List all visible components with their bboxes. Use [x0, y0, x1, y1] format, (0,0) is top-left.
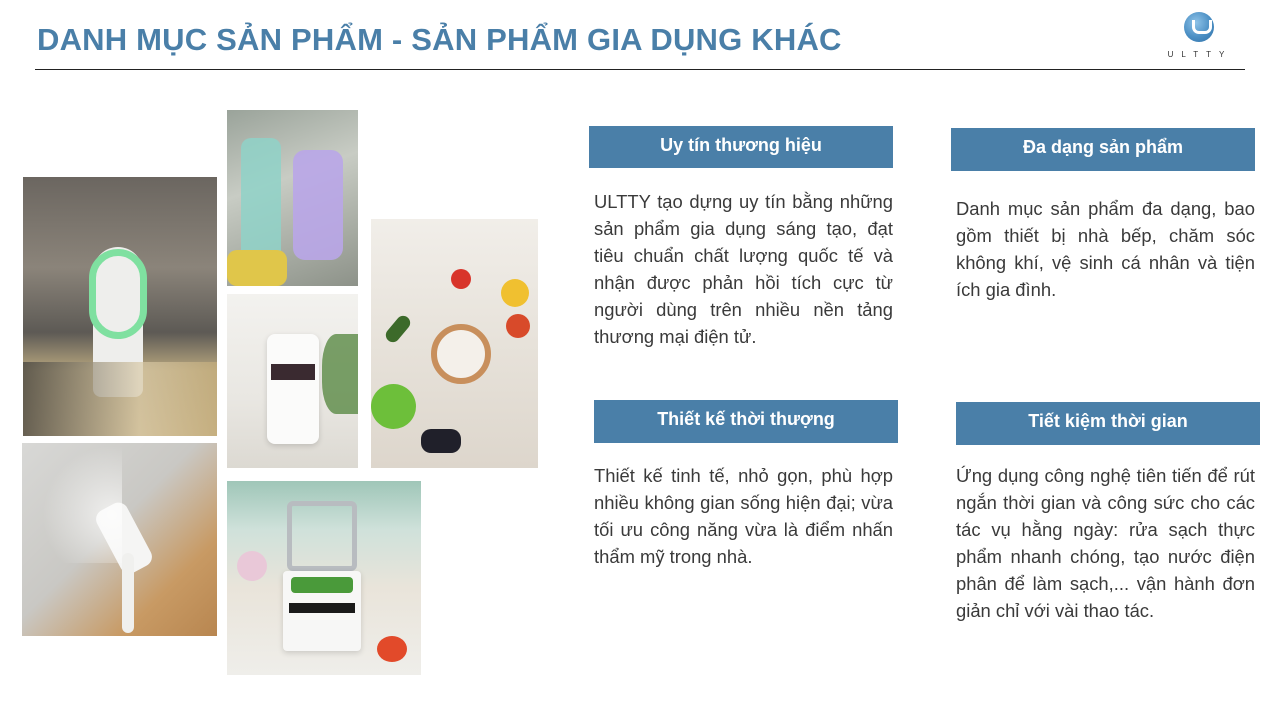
photo-mosquito-lamp	[227, 294, 358, 468]
feature-heading-modern-design: Thiết kế thời thượng	[594, 400, 898, 443]
feature-heading-product-diversity: Đa dạng sản phẩm	[951, 128, 1255, 171]
logo-wordmark: ULTTY	[1167, 50, 1233, 59]
photo-food-cleaner	[371, 219, 538, 468]
photo-vegetable-washer	[227, 481, 421, 675]
brand-logo	[1158, 10, 1242, 62]
photo-air-purifier-fan	[23, 177, 217, 436]
feature-body-brand-trust: ULTTY tạo dựng uy tín bằng những sản phẩm gia dụng sáng tạo, đạt tiêu chuẩn chất lượng quốc tế và nhận được phản hồi tích cực từ người dùng trên nhiều nền tảng thương mại điện tử.	[594, 191, 893, 347]
title-divider	[35, 69, 1245, 70]
photo-spray-bottle	[227, 110, 358, 286]
page-title: DANH MỤC SẢN PHẨM - SẢN PHẨM GIA DỤNG KHÁC	[37, 22, 842, 57]
feature-body-product-diversity: Danh mục sản phẩm đa dạng, bao gồm thiết bị nhà bếp, chăm sóc không khí, vệ sinh cá nhân và tiện ích gia đình.	[956, 198, 1255, 300]
feature-body-time-saving: Ứng dụng công nghệ tiên tiến để rút ngắn thời gian và công sức cho các tác vụ hằng ngày: rửa sạch thực phẩm nhanh chóng, tạo nước điện phân để làm sạch,... vận hành đơn giản chỉ với vài thao tác.	[956, 465, 1255, 621]
feature-heading-time-saving: Tiết kiệm thời gian	[956, 402, 1260, 445]
feature-heading-brand-trust: Uy tín thương hiệu	[589, 126, 893, 168]
logo-icon	[1184, 12, 1214, 42]
feature-body-modern-design: Thiết kế tinh tế, nhỏ gọn, phù hợp nhiều không gian sống hiện đại; vừa tối ưu công năng vừa là điểm nhấn thẩm mỹ trong nhà.	[594, 465, 893, 567]
photo-humidifier	[22, 443, 217, 636]
